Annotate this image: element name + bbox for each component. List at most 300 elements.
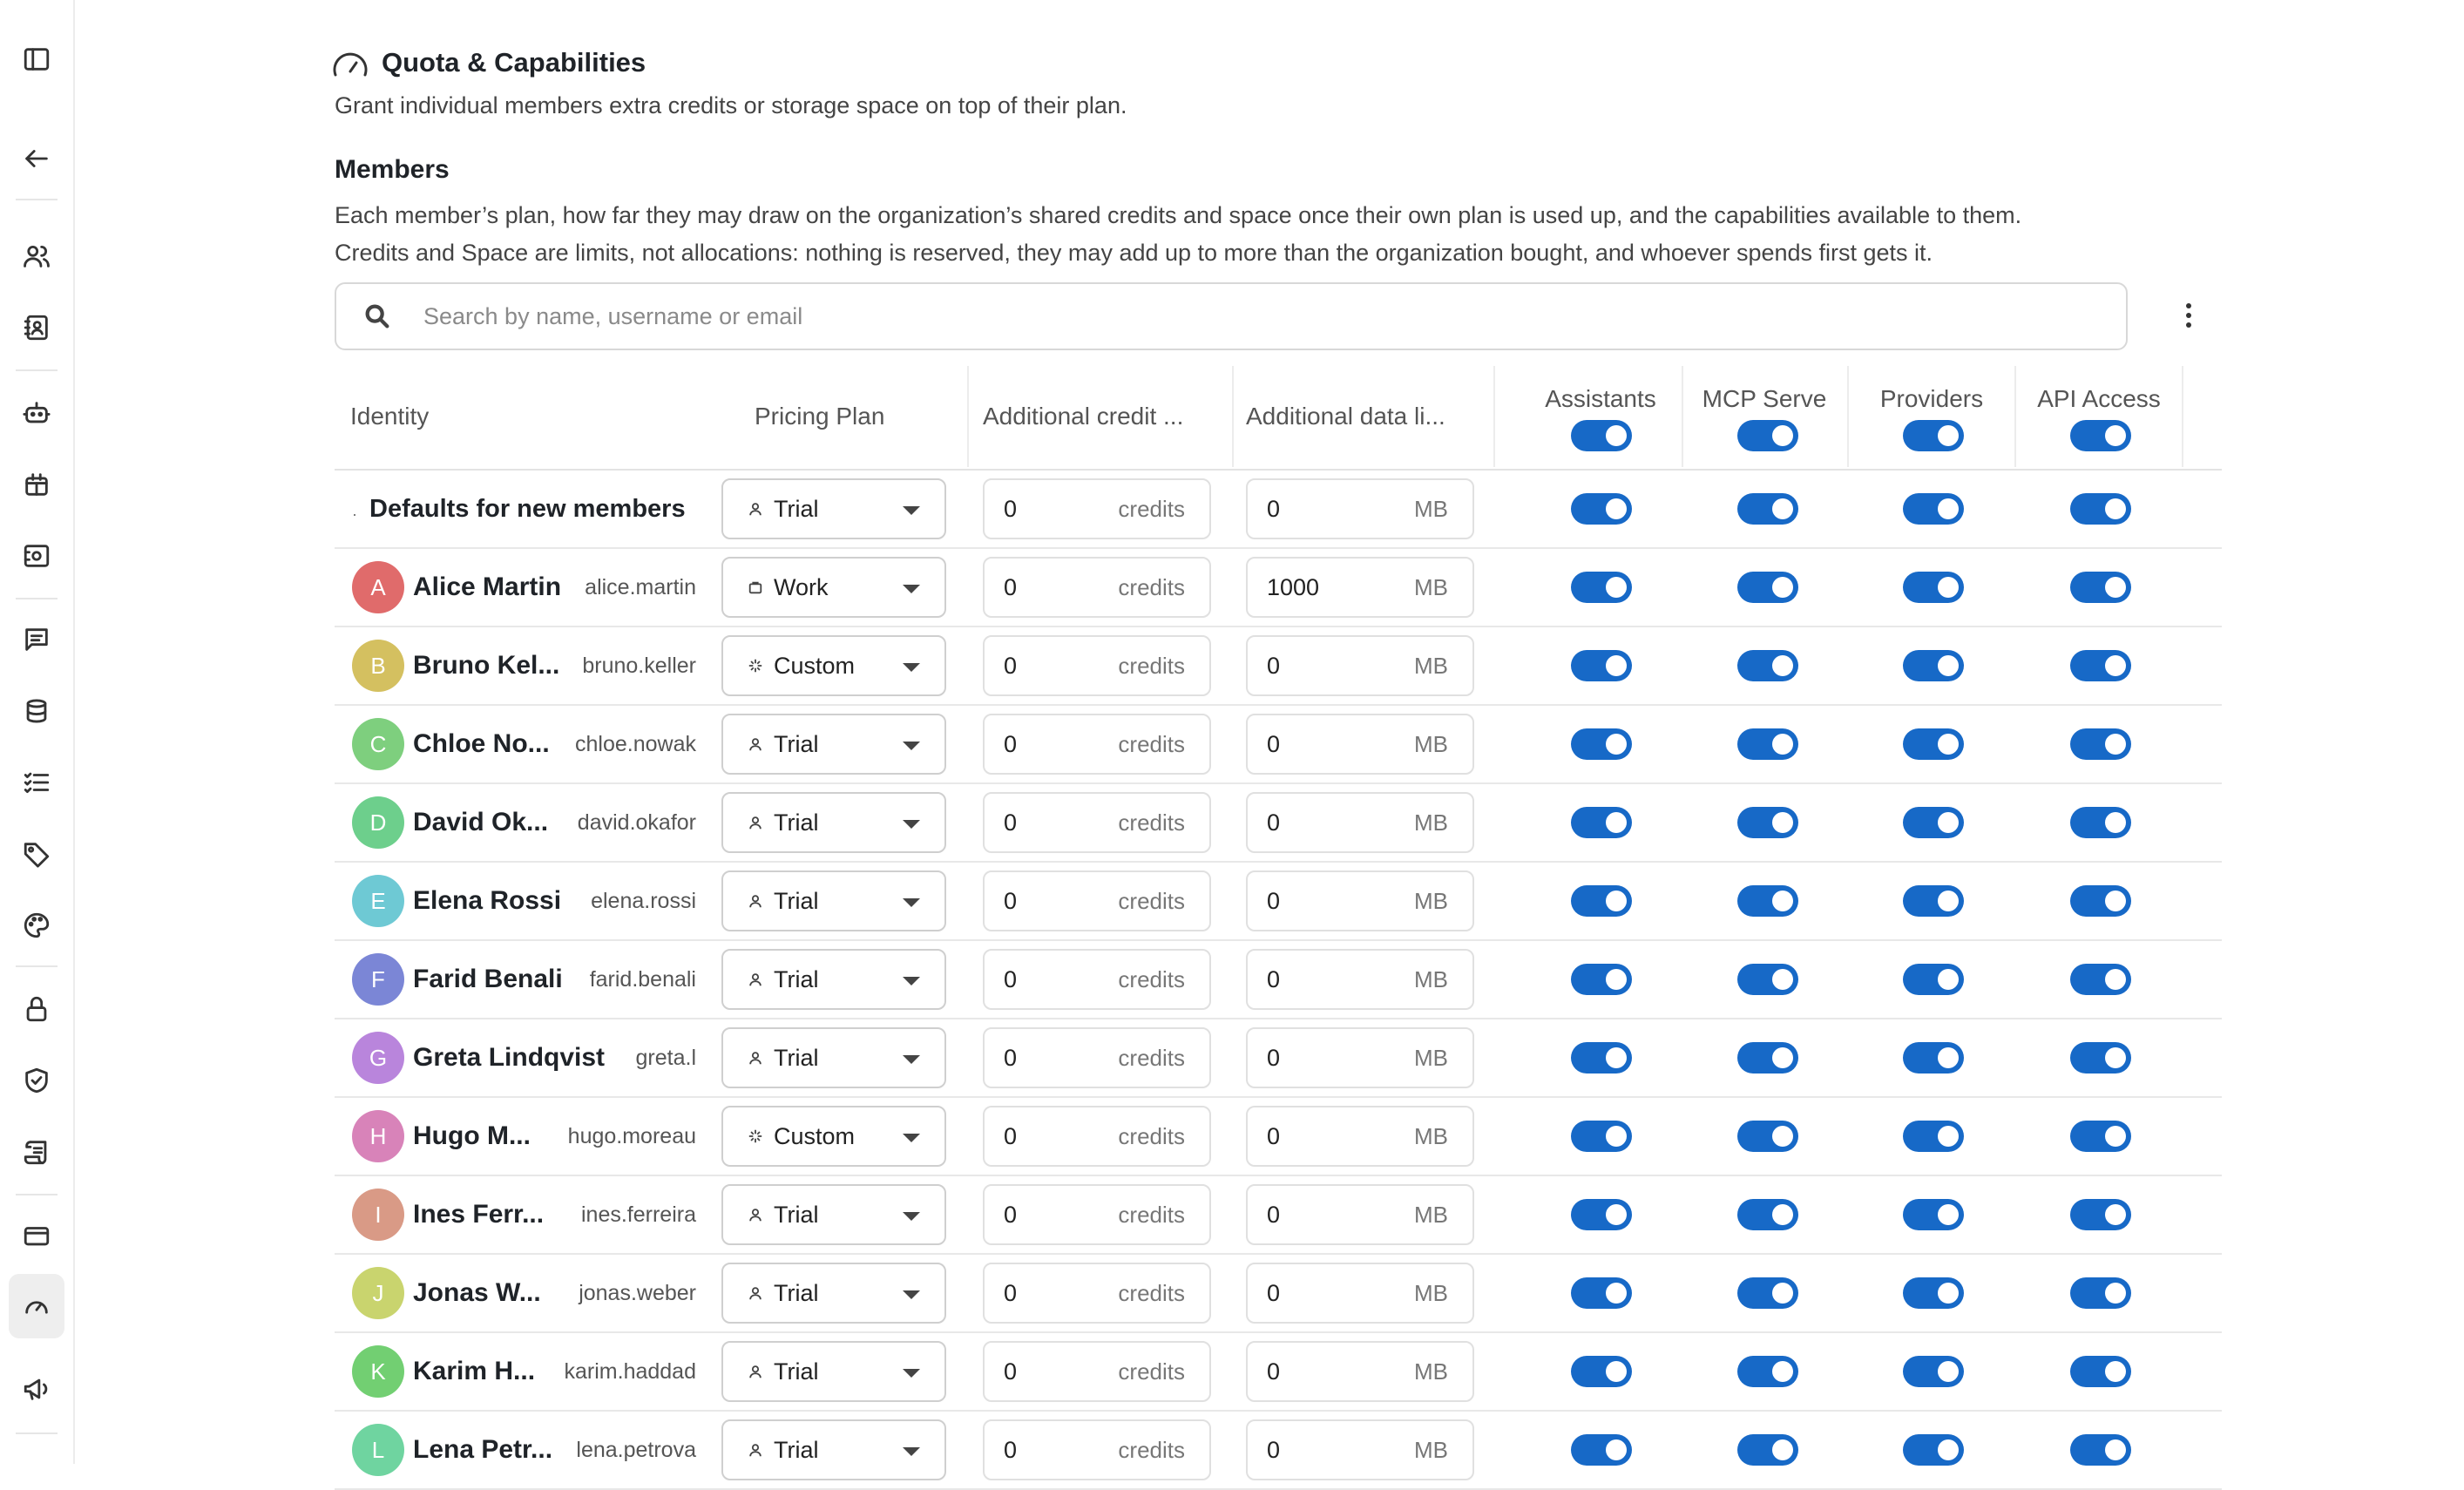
assistants-all-toggle[interactable]	[1571, 420, 1632, 451]
palette-icon[interactable]	[16, 904, 58, 946]
chevron-down-icon	[903, 585, 920, 593]
column-separator	[1493, 366, 1495, 467]
providers-all-toggle[interactable]	[1903, 420, 1964, 451]
plan-select[interactable]	[721, 1341, 946, 1402]
column-separator	[2182, 366, 2183, 467]
credit-input[interactable]	[983, 870, 1211, 931]
credit-value: 0	[1004, 495, 1018, 522]
mcp-toggle[interactable]	[1737, 807, 1798, 838]
assistants-toggle[interactable]	[1571, 650, 1632, 681]
providers-toggle[interactable]	[1903, 1434, 1964, 1466]
providers-toggle[interactable]	[1903, 1199, 1964, 1230]
assistants-toggle[interactable]	[1571, 1434, 1632, 1466]
column-separator	[1682, 366, 1683, 467]
sidebar-divider	[16, 369, 58, 371]
providers-toggle[interactable]	[1903, 964, 1964, 995]
data-cell	[1246, 1412, 1474, 1488]
chevron-down-icon	[903, 1055, 920, 1064]
lock-icon[interactable]	[16, 988, 58, 1030]
header-additional-credit[interactable]: Additional credit ...	[983, 403, 1184, 430]
table-row	[335, 1019, 2222, 1098]
mcp-all-toggle[interactable]	[1737, 420, 1798, 451]
avatar: C	[352, 718, 404, 770]
assistants-toggle[interactable]	[1571, 1042, 1632, 1073]
page-title: Quota & Capabilities	[382, 47, 646, 78]
chevron-down-icon	[903, 898, 920, 907]
plan-cell	[721, 1098, 946, 1175]
chevron-down-icon	[903, 977, 920, 985]
members-title: Members	[335, 155, 450, 184]
assistants-toggle[interactable]	[1571, 1199, 1632, 1230]
mcp-toggle[interactable]	[1737, 728, 1798, 760]
header-assistants	[1520, 385, 1682, 413]
credit-value: 0	[1004, 809, 1018, 836]
person-icon	[748, 815, 763, 830]
member-username: jonas.weber	[579, 1280, 696, 1305]
data-cell	[1246, 863, 1474, 939]
plan-value: Trial	[774, 1044, 819, 1071]
header-additional-data[interactable]: Additional data li...	[1246, 403, 1445, 430]
data-input[interactable]	[1246, 792, 1474, 853]
avatar: I	[352, 1189, 404, 1241]
credit-value: 0	[1004, 730, 1018, 757]
data-cell	[1246, 1333, 1474, 1410]
api-access-toggle[interactable]	[2070, 572, 2131, 603]
plan-select[interactable]	[721, 1106, 946, 1167]
credit-input[interactable]	[983, 1419, 1211, 1480]
chevron-down-icon	[903, 506, 920, 515]
credit-cell	[983, 1176, 1211, 1253]
providers-toggle[interactable]	[1903, 885, 1964, 917]
member-username: ines.ferreira	[581, 1202, 696, 1227]
column-separator	[967, 366, 969, 467]
data-input[interactable]	[1246, 714, 1474, 775]
member-username: alice.martin	[585, 574, 696, 599]
chevron-down-icon	[903, 1212, 920, 1221]
shield-check-icon[interactable]	[16, 1060, 58, 1101]
member-name: Greta Lindqvist	[413, 1043, 606, 1072]
person-icon	[748, 1207, 763, 1222]
member-name: Bruno Kel...	[413, 651, 560, 680]
data-input[interactable]	[1246, 1027, 1474, 1088]
credit-input[interactable]	[983, 714, 1211, 775]
header-providers-label: Providers	[1879, 385, 1984, 412]
data-value: 0	[1267, 1279, 1281, 1306]
data-cell	[1246, 1019, 1474, 1096]
api-access-toggle[interactable]	[2070, 1042, 2131, 1073]
mcp-toggle[interactable]	[1737, 1042, 1798, 1073]
scroll-icon[interactable]	[16, 1131, 58, 1173]
person-icon	[748, 501, 763, 517]
search-icon	[362, 301, 392, 331]
member-identity	[352, 706, 696, 782]
api-access-toggle[interactable]	[2070, 1434, 2131, 1466]
plan-value: Trial	[774, 1436, 819, 1463]
data-value: 0	[1267, 652, 1281, 679]
chevron-down-icon	[903, 820, 920, 829]
credit-cell	[983, 549, 1211, 626]
plan-value: Trial	[774, 965, 819, 992]
api-access-all-toggle[interactable]	[2070, 420, 2131, 451]
assistants-toggle[interactable]	[1571, 493, 1632, 525]
task-list-icon[interactable]	[16, 762, 58, 803]
column-separator	[2014, 366, 2016, 467]
plan-value: Trial	[774, 809, 819, 836]
member-identity	[352, 549, 696, 626]
plan-select[interactable]	[721, 870, 946, 931]
credit-value: 0	[1004, 573, 1018, 600]
credit-cell	[983, 941, 1211, 1018]
credit-unit: credits	[1118, 1358, 1185, 1385]
credit-value: 0	[1004, 965, 1018, 992]
api-access-toggle[interactable]	[2070, 650, 2131, 681]
table-row	[335, 549, 2222, 627]
search-input[interactable]	[422, 302, 2081, 331]
gauge-icon[interactable]	[9, 1274, 64, 1338]
page-header	[331, 45, 646, 80]
credit-input[interactable]	[983, 557, 1211, 618]
member-username: elena.rossi	[591, 888, 696, 913]
chevron-down-icon	[903, 1290, 920, 1299]
plan-value: Trial	[774, 887, 819, 914]
data-unit: MB	[1414, 1201, 1448, 1228]
member-username: lena.petrova	[576, 1437, 696, 1462]
mcp-toggle[interactable]	[1737, 650, 1798, 681]
assistants-toggle[interactable]	[1571, 1121, 1632, 1152]
credit-input[interactable]	[983, 1263, 1211, 1324]
plan-select[interactable]	[721, 1419, 946, 1480]
data-input[interactable]	[1246, 1184, 1474, 1245]
member-name: Chloe No...	[413, 729, 550, 758]
data-cell	[1246, 627, 1474, 704]
credit-unit: credits	[1118, 495, 1185, 522]
plan-cell	[721, 1176, 946, 1253]
sparkle-icon	[748, 658, 763, 674]
credit-value: 0	[1004, 887, 1018, 914]
api-access-toggle[interactable]	[2070, 493, 2131, 525]
providers-toggle[interactable]	[1903, 572, 1964, 603]
api-access-toggle[interactable]	[2070, 1199, 2131, 1230]
data-input[interactable]	[1246, 949, 1474, 1010]
plan-cell	[721, 784, 946, 861]
providers-toggle[interactable]	[1903, 1277, 1964, 1309]
plan-value: Trial	[774, 730, 819, 757]
header-api-access-label: API Access	[2037, 385, 2161, 412]
mcp-toggle[interactable]	[1737, 572, 1798, 603]
chevron-down-icon	[903, 742, 920, 750]
credit-cell	[983, 863, 1211, 939]
avatar: B	[352, 640, 404, 692]
plan-value: Trial	[774, 495, 819, 522]
assistants-toggle[interactable]	[1571, 885, 1632, 917]
data-cell	[1246, 471, 1474, 547]
database-icon[interactable]	[16, 690, 58, 732]
member-name: Karim H...	[413, 1357, 536, 1385]
credit-input[interactable]	[983, 635, 1211, 696]
plan-select[interactable]	[721, 1184, 946, 1245]
credit-value: 0	[1004, 1122, 1018, 1149]
data-unit: MB	[1414, 1436, 1448, 1463]
chevron-down-icon	[903, 1447, 920, 1456]
data-input[interactable]	[1246, 870, 1474, 931]
api-access-toggle[interactable]	[2070, 728, 2131, 760]
member-name: Ines Ferr...	[413, 1200, 545, 1229]
table-row	[335, 1098, 2222, 1176]
avatar: D	[352, 796, 404, 849]
data-cell	[1246, 941, 1474, 1018]
avatar: G	[352, 1032, 404, 1084]
data-value: 0	[1267, 730, 1281, 757]
avatar: H	[352, 1110, 404, 1162]
data-input[interactable]	[1246, 557, 1474, 618]
assistants-toggle[interactable]	[1571, 572, 1632, 603]
member-identity	[352, 627, 696, 704]
search-box	[335, 282, 2128, 350]
gauge-icon	[331, 45, 369, 80]
contact-book-icon[interactable]	[16, 307, 58, 349]
table-row	[335, 627, 2222, 706]
credit-input[interactable]	[983, 478, 1211, 539]
header-identity[interactable]: Identity	[350, 403, 430, 430]
plan-cell	[721, 549, 946, 626]
data-unit: MB	[1414, 809, 1448, 836]
plan-cell	[721, 1019, 946, 1096]
member-identity	[352, 1019, 696, 1096]
data-input[interactable]	[1246, 478, 1474, 539]
page-subtitle: Grant individual members extra credits or storage space on top of their plan.	[335, 92, 1127, 119]
api-access-toggle[interactable]	[2070, 1356, 2131, 1387]
member-name: Hugo M...	[413, 1121, 531, 1150]
data-cell	[1246, 1255, 1474, 1331]
data-unit: MB	[1414, 1358, 1448, 1385]
data-unit: MB	[1414, 495, 1448, 522]
data-input[interactable]	[1246, 635, 1474, 696]
more-options-icon[interactable]	[2170, 296, 2208, 335]
providers-toggle[interactable]	[1903, 1042, 1964, 1073]
data-value: 0	[1267, 1436, 1281, 1463]
data-value: 0	[1267, 1122, 1281, 1149]
member-name: Jonas W...	[413, 1278, 541, 1307]
providers-toggle[interactable]	[1903, 1121, 1964, 1152]
data-value: 0	[1267, 1044, 1281, 1071]
users-icon[interactable]	[16, 235, 58, 277]
mcp-toggle[interactable]	[1737, 964, 1798, 995]
plan-select[interactable]	[721, 635, 946, 696]
data-input[interactable]	[1246, 1106, 1474, 1167]
header-api-access	[2016, 385, 2182, 413]
plan-cell	[721, 471, 946, 547]
chat-icon[interactable]	[16, 619, 58, 660]
api-access-toggle[interactable]	[2070, 807, 2131, 838]
chevron-down-icon	[903, 1134, 920, 1142]
assistants-toggle[interactable]	[1571, 807, 1632, 838]
credit-cell	[983, 1412, 1211, 1488]
member-identity	[352, 1255, 696, 1331]
table-header	[335, 366, 2222, 471]
providers-toggle[interactable]	[1903, 650, 1964, 681]
data-unit: MB	[1414, 1279, 1448, 1306]
assistants-toggle[interactable]	[1571, 728, 1632, 760]
member-identity	[352, 1412, 696, 1488]
credit-input[interactable]	[983, 1341, 1211, 1402]
plan-select[interactable]	[721, 557, 946, 618]
sparkle-icon	[748, 1128, 763, 1144]
data-cell	[1246, 706, 1474, 782]
credit-input[interactable]	[983, 949, 1211, 1010]
plan-cell	[721, 863, 946, 939]
api-access-toggle[interactable]	[2070, 1277, 2131, 1309]
providers-toggle[interactable]	[1903, 493, 1964, 525]
megaphone-icon[interactable]	[16, 1368, 58, 1410]
member-username: hugo.moreau	[567, 1123, 696, 1148]
credit-input[interactable]	[983, 1184, 1211, 1245]
avatar: E	[352, 875, 404, 927]
sidebar	[0, 0, 75, 1464]
plan-cell	[721, 1333, 946, 1410]
member-username: farid.benali	[589, 966, 696, 992]
mcp-toggle[interactable]	[1737, 493, 1798, 525]
credit-value: 0	[1004, 1044, 1018, 1071]
table-row	[335, 1412, 2222, 1490]
credit-cell	[983, 1255, 1211, 1331]
avatar: L	[352, 1424, 404, 1476]
dot-icon: ·	[352, 505, 357, 523]
credit-cell	[983, 784, 1211, 861]
providers-toggle[interactable]	[1903, 807, 1964, 838]
avatar: A	[352, 561, 404, 613]
members-description	[335, 197, 2021, 272]
plan-value: Trial	[774, 1279, 819, 1306]
data-cell	[1246, 784, 1474, 861]
credit-cell	[983, 706, 1211, 782]
data-value: 0	[1267, 887, 1281, 914]
defaults-row	[335, 471, 2222, 549]
plan-cell	[721, 1412, 946, 1488]
data-cell	[1246, 1098, 1474, 1175]
plan-cell	[721, 627, 946, 704]
sidebar-divider	[16, 965, 58, 967]
data-value: 0	[1267, 809, 1281, 836]
mcp-toggle[interactable]	[1737, 1199, 1798, 1230]
credit-card-icon[interactable]	[16, 1215, 58, 1256]
credit-input[interactable]	[983, 792, 1211, 853]
plan-value: Custom	[774, 652, 856, 679]
header-providers	[1849, 385, 2014, 413]
mcp-toggle[interactable]	[1737, 1434, 1798, 1466]
data-input[interactable]	[1246, 1419, 1474, 1480]
plan-select[interactable]	[721, 714, 946, 775]
bot-icon[interactable]	[16, 392, 58, 434]
header-assistants-label: Assistants	[1545, 385, 1656, 412]
assistants-toggle[interactable]	[1571, 1356, 1632, 1387]
plan-select[interactable]	[721, 1027, 946, 1088]
member-identity	[352, 863, 696, 939]
credit-unit: credits	[1118, 1279, 1185, 1306]
member-username: david.okafor	[577, 809, 696, 835]
credit-value: 0	[1004, 1279, 1018, 1306]
credit-input[interactable]	[983, 1027, 1211, 1088]
credit-unit: credits	[1118, 730, 1185, 757]
credit-value: 0	[1004, 1358, 1018, 1385]
credit-cell	[983, 1019, 1211, 1096]
plan-select[interactable]	[721, 792, 946, 853]
data-value: 0	[1267, 1358, 1281, 1385]
credit-unit: credits	[1118, 887, 1185, 914]
data-input[interactable]	[1246, 1263, 1474, 1324]
data-value: 1000	[1267, 573, 1320, 600]
header-mcp-label: MCP Serve	[1702, 385, 1827, 412]
mcp-toggle[interactable]	[1737, 1121, 1798, 1152]
credit-input[interactable]	[983, 1106, 1211, 1167]
data-value: 0	[1267, 965, 1281, 992]
assistants-toggle[interactable]	[1571, 964, 1632, 995]
members-table	[335, 366, 2222, 1490]
data-input[interactable]	[1246, 1341, 1474, 1402]
api-access-toggle[interactable]	[2070, 1121, 2131, 1152]
column-separator	[1232, 366, 1234, 467]
mcp-toggle[interactable]	[1737, 1277, 1798, 1309]
plan-value: Trial	[774, 1201, 819, 1228]
member-username: chloe.nowak	[575, 731, 696, 756]
column-separator	[1847, 366, 1849, 467]
mcp-toggle[interactable]	[1737, 1356, 1798, 1387]
back-arrow-icon[interactable]	[16, 138, 58, 179]
member-username: bruno.keller	[582, 653, 696, 678]
member-username: greta.l	[635, 1045, 696, 1070]
assistants-toggle[interactable]	[1571, 1277, 1632, 1309]
person-icon	[748, 1442, 763, 1458]
api-access-toggle[interactable]	[2070, 885, 2131, 917]
data-unit: MB	[1414, 652, 1448, 679]
credit-value: 0	[1004, 1201, 1018, 1228]
table-row	[335, 706, 2222, 784]
credit-cell	[983, 471, 1211, 547]
credit-cell	[983, 627, 1211, 704]
member-rows	[335, 549, 2222, 1490]
gift-calendar-icon[interactable]	[16, 464, 58, 505]
avatar: J	[352, 1267, 404, 1319]
tag-icon[interactable]	[16, 833, 58, 875]
providers-toggle[interactable]	[1903, 728, 1964, 760]
data-unit: MB	[1414, 1122, 1448, 1149]
plan-cell	[721, 706, 946, 782]
data-unit: MB	[1414, 730, 1448, 757]
providers-toggle[interactable]	[1903, 1356, 1964, 1387]
data-unit: MB	[1414, 965, 1448, 992]
mcp-toggle[interactable]	[1737, 885, 1798, 917]
api-access-toggle[interactable]	[2070, 964, 2131, 995]
member-identity	[352, 941, 696, 1018]
chevron-down-icon	[903, 663, 920, 672]
plan-select[interactable]	[721, 1263, 946, 1324]
credit-unit: credits	[1118, 573, 1185, 600]
plan-cell	[721, 941, 946, 1018]
defaults-label: Defaults for new members	[369, 494, 686, 523]
credit-cell	[983, 1333, 1211, 1410]
header-pricing-plan[interactable]: Pricing Plan	[755, 403, 885, 430]
member-name: Farid Benali	[413, 965, 563, 993]
data-cell	[1246, 549, 1474, 626]
member-identity	[352, 1333, 696, 1410]
credit-unit: credits	[1118, 1436, 1185, 1463]
plan-select[interactable]	[721, 949, 946, 1010]
sidebar-toggle-icon[interactable]	[16, 38, 58, 80]
table-row	[335, 1333, 2222, 1412]
briefcase-icon	[748, 579, 763, 595]
settings-box-icon[interactable]	[16, 535, 58, 577]
plan-value: Work	[774, 573, 829, 600]
plan-select[interactable]	[721, 478, 946, 539]
